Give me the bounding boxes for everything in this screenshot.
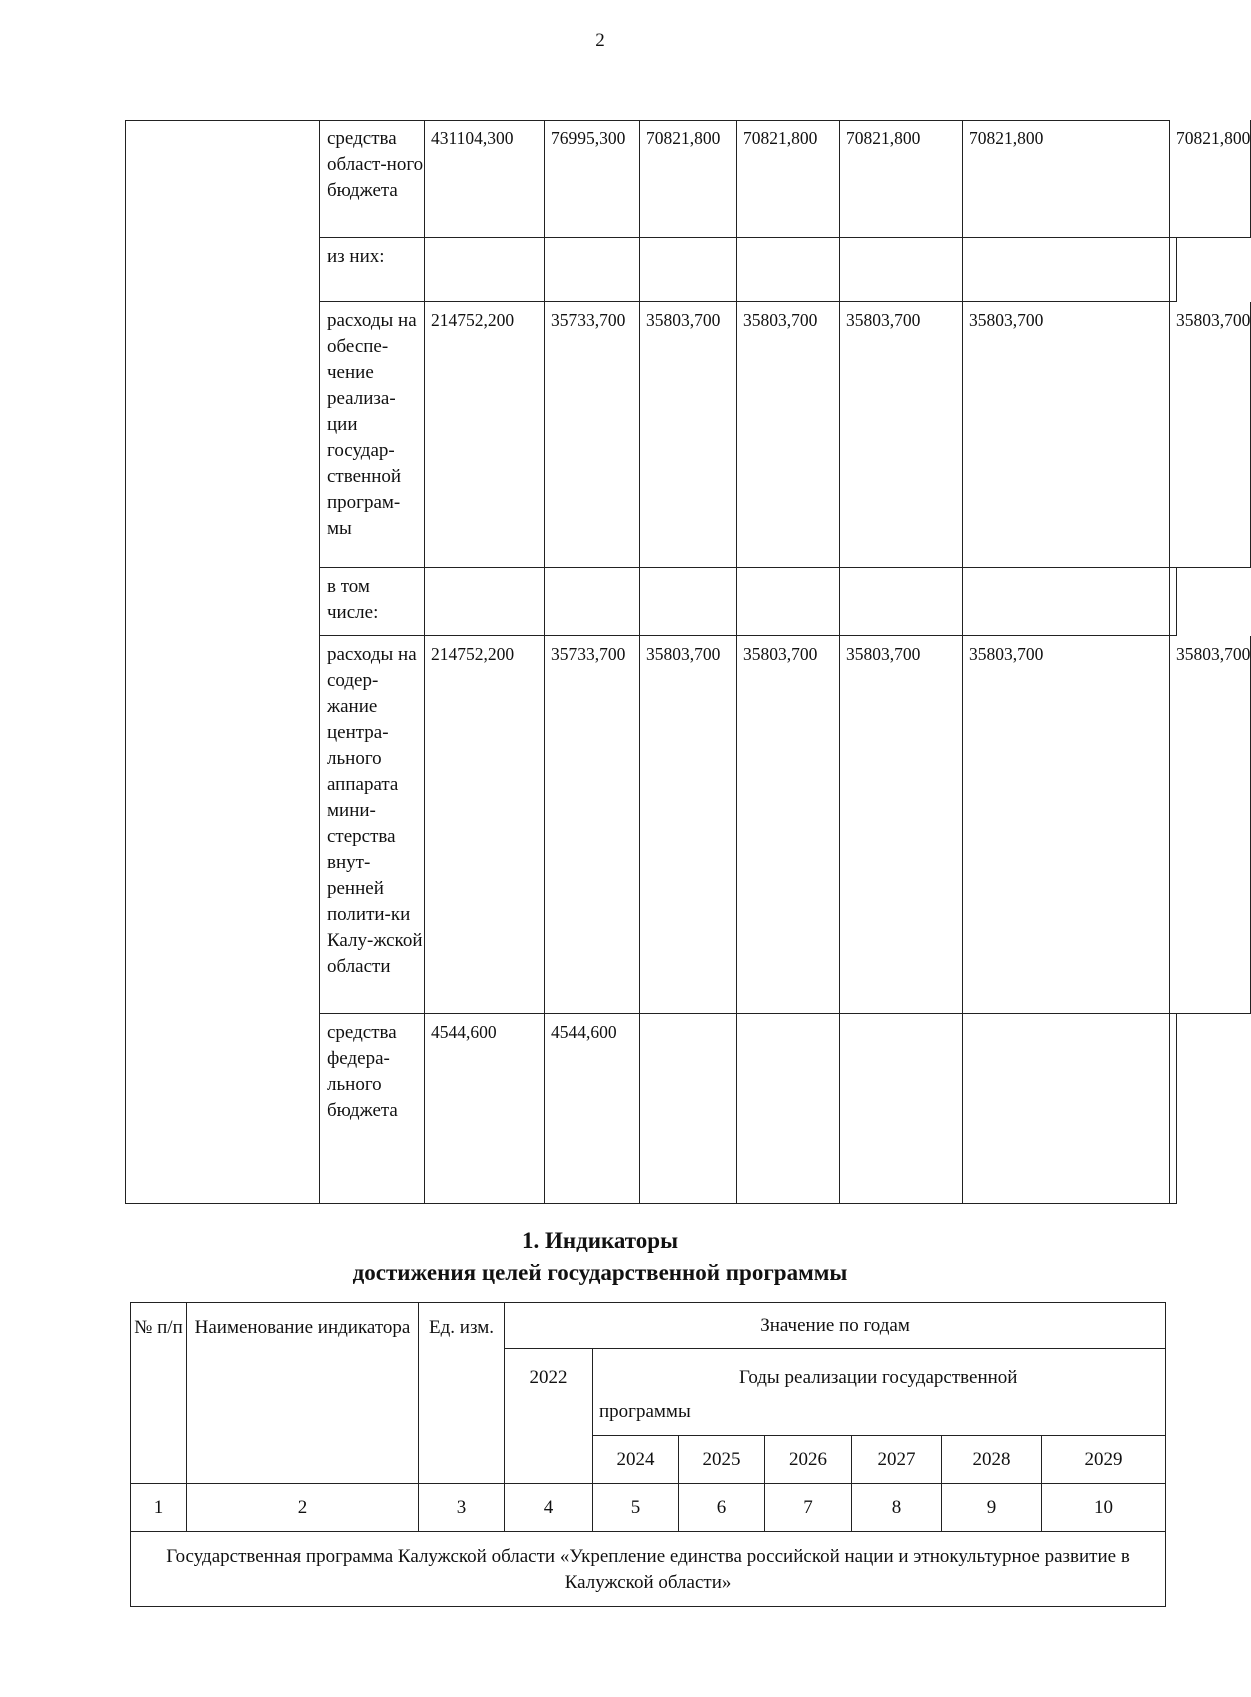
funding-value-cell: 4544,600	[545, 1014, 640, 1204]
section-heading-line-1: 1. Индикаторы	[521, 1228, 679, 1253]
year-header: 2028	[942, 1436, 1042, 1484]
funding-value-cell	[963, 1014, 1170, 1204]
funding-value-cell	[737, 568, 840, 636]
funding-value-cell: 35803,700	[1170, 302, 1251, 568]
col-header-unit: Ед. изм.	[419, 1303, 505, 1484]
funding-value-cell: 35803,700	[1170, 636, 1251, 1014]
year-header: 2024	[593, 1436, 679, 1484]
funding-value-cell: 35803,700	[640, 302, 737, 568]
funding-value-cell	[545, 568, 640, 636]
funding-value-cell: 35803,700	[737, 636, 840, 1014]
column-number: 1	[131, 1484, 187, 1532]
col-header-name: Наименование индикатора	[187, 1303, 419, 1484]
col-header-base-year: 2022	[505, 1349, 593, 1484]
column-number: 8	[852, 1484, 942, 1532]
funding-value-cell: 70821,800	[963, 120, 1170, 238]
funding-row-label: расходы на обеспе-чение реализа-ции государ-ственной програм-мы	[320, 302, 425, 568]
funding-value-cell	[840, 1014, 963, 1204]
funding-value-cell	[737, 1014, 840, 1204]
funding-value-cell: 35803,700	[963, 302, 1170, 568]
funding-row-label: из них:	[320, 238, 425, 302]
funding-value-cell: 35803,700	[737, 302, 840, 568]
year-header: 2027	[852, 1436, 942, 1484]
funding-table	[125, 120, 1251, 1204]
funding-value-cell	[640, 238, 737, 302]
section-heading	[0, 1225, 1200, 1289]
column-number: 5	[593, 1484, 679, 1532]
funding-value-cell: 214752,200	[425, 302, 545, 568]
column-number: 10	[1042, 1484, 1166, 1532]
funding-value-cell: 35733,700	[545, 302, 640, 568]
funding-value-cell: 76995,300	[545, 120, 640, 238]
column-number: 2	[187, 1484, 419, 1532]
col-header-no: № п/п	[131, 1303, 187, 1484]
funding-value-cell: 70821,800	[737, 120, 840, 238]
column-number: 7	[765, 1484, 852, 1532]
funding-value-cell: 214752,200	[425, 636, 545, 1014]
funding-row-label: расходы на содер-жание центра-льного аппарата мини-стерства внут-ренней полити-ки Калу-жской области	[320, 636, 425, 1014]
funding-value-cell	[737, 238, 840, 302]
funding-value-cell	[425, 568, 545, 636]
column-number: 9	[942, 1484, 1042, 1532]
funding-value-cell: 35803,700	[963, 636, 1170, 1014]
funding-value-cell: 431104,300	[425, 120, 545, 238]
funding-value-cell	[840, 238, 963, 302]
funding-value-cell	[1170, 238, 1177, 302]
funding-value-cell: 70821,800	[1170, 120, 1251, 238]
implementation-years-line-2: программы	[599, 1401, 691, 1422]
funding-value-cell: 35803,700	[640, 636, 737, 1014]
funding-value-cell: 70821,800	[840, 120, 963, 238]
funding-value-cell	[640, 1014, 737, 1204]
indicators-table	[130, 1302, 1166, 1607]
col-header-values-by-year: Значение по годам	[505, 1303, 1166, 1349]
funding-value-cell	[963, 568, 1170, 636]
funding-value-cell	[425, 238, 545, 302]
funding-value-cell: 35803,700	[840, 302, 963, 568]
program-row: Государственная программа Калужской области «Укрепление единства российской нации и этнокультурное развитие в Калужской области»	[131, 1532, 1166, 1607]
implementation-years-line-1: Годы реализации государственной	[739, 1367, 1018, 1388]
funding-value-cell: 35803,700	[840, 636, 963, 1014]
funding-value-cell: 35733,700	[545, 636, 640, 1014]
funding-value-cell	[1170, 568, 1177, 636]
column-number: 4	[505, 1484, 593, 1532]
column-number: 6	[679, 1484, 765, 1532]
funding-row-label: средства област-ного бюджета	[320, 120, 425, 238]
column-number: 3	[419, 1484, 505, 1532]
section-heading-line-2: достижения целей государственной программы	[352, 1260, 848, 1285]
funding-value-cell: 70821,800	[640, 120, 737, 238]
funding-table-spacer-column	[125, 120, 320, 1204]
funding-value-cell: 4544,600	[425, 1014, 545, 1204]
funding-row-label: в том числе:	[320, 568, 425, 636]
funding-value-cell	[640, 568, 737, 636]
year-header: 2025	[679, 1436, 765, 1484]
funding-value-cell	[840, 568, 963, 636]
year-header: 2029	[1042, 1436, 1166, 1484]
funding-value-cell	[963, 238, 1170, 302]
funding-value-cell	[1170, 1014, 1177, 1204]
funding-row-label: средства федера-льного бюджета	[320, 1014, 425, 1204]
page-number: 2	[595, 30, 605, 51]
year-header: 2026	[765, 1436, 852, 1484]
col-header-implementation-years	[593, 1349, 1166, 1436]
funding-value-cell	[545, 238, 640, 302]
